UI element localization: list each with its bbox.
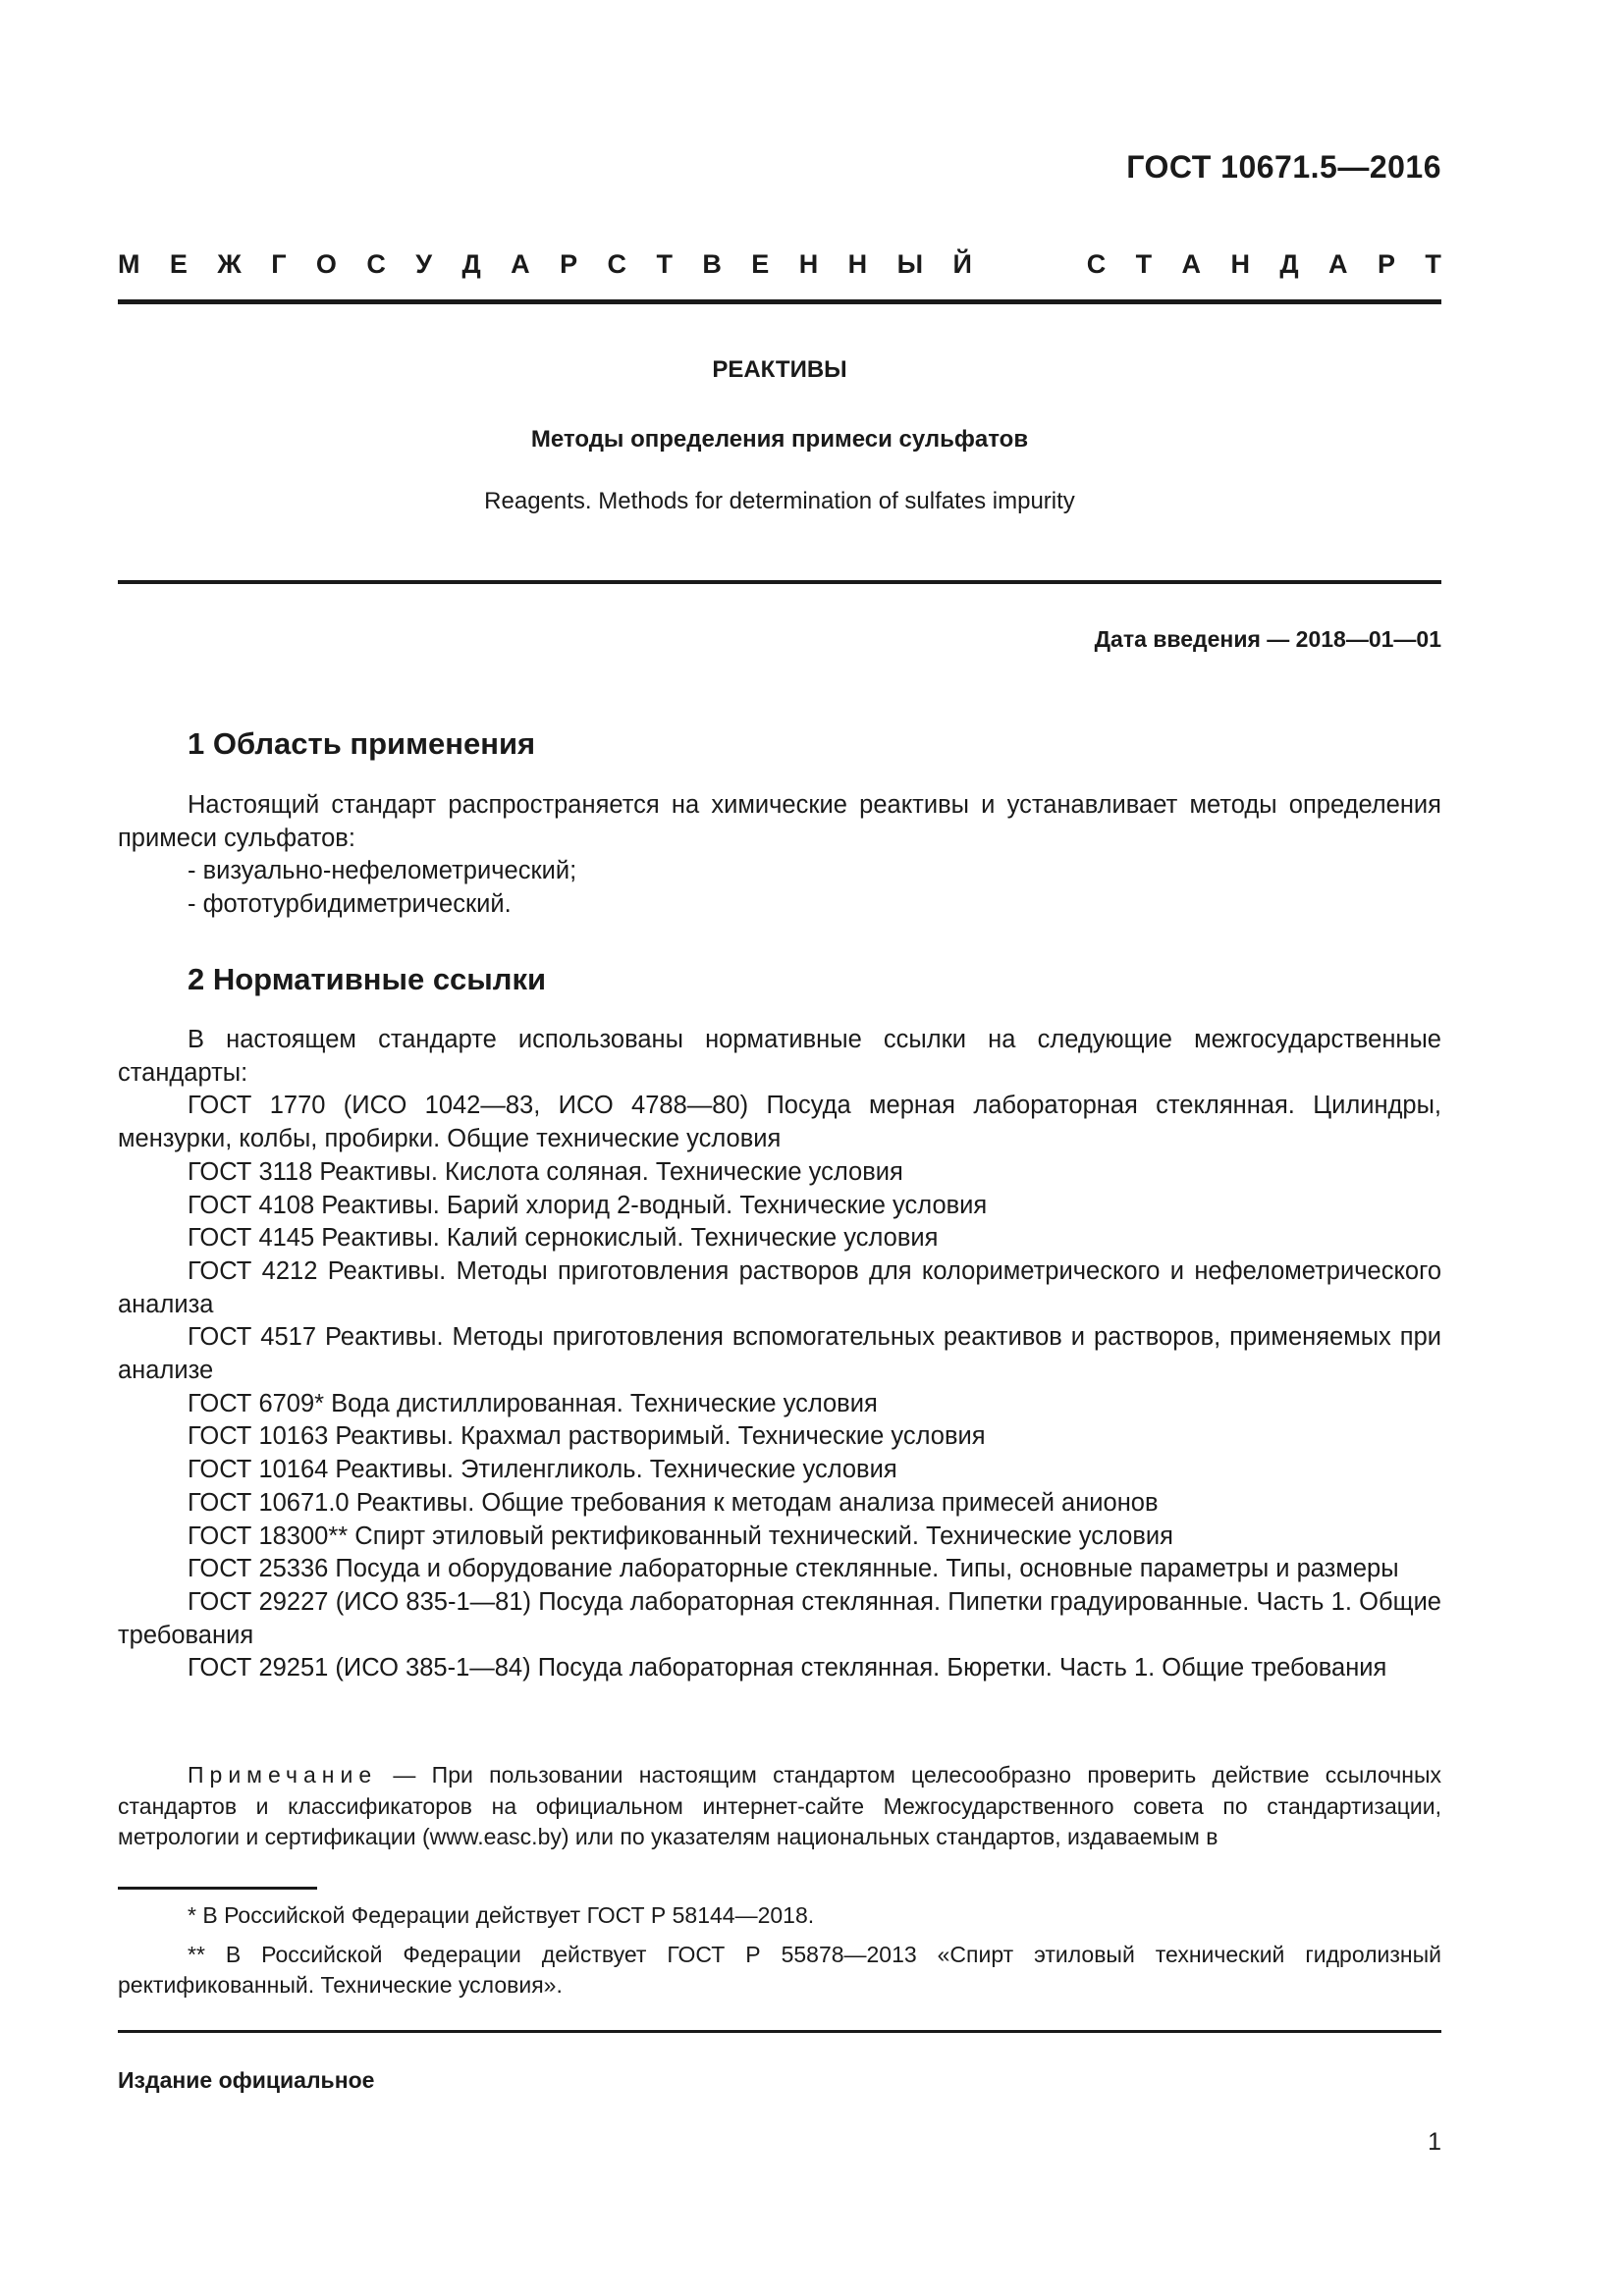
reference-item: ГОСТ 29251 (ИСО 385-1—84) Посуда лабораторная стеклянная. Бюретки. Часть 1. Общие требования xyxy=(188,1654,1387,1682)
heading-letter: С xyxy=(366,249,386,279)
heading-letter: Ж xyxy=(217,249,242,279)
heading-letter: Т xyxy=(1135,249,1153,279)
scope-paragraph: Настоящий стандарт распространяется на химические реактивы и устанавливает методы определения примеси сульфатов: xyxy=(118,791,1441,852)
reference-item: ГОСТ 18300** Спирт этиловый ректификованный технический. Технические условия xyxy=(188,1522,1173,1550)
heading-letter: Ы xyxy=(896,249,924,279)
reference-item: ГОСТ 6709* Вода дистиллированная. Технические условия xyxy=(188,1389,878,1417)
reference-item: ГОСТ 10671.0 Реактивы. Общие требования к методам анализа примесей анионов xyxy=(188,1488,1159,1517)
document-subtitle: Методы определения примеси сульфатов xyxy=(530,426,1029,453)
section-1-body xyxy=(118,789,1441,922)
note-label: Примечание xyxy=(188,1762,378,1788)
reference-item: ГОСТ 4517 Реактивы. Методы приготовления вспомогательных реактивов и растворов, применяемых при анализе xyxy=(118,1323,1441,1385)
page-number: 1 xyxy=(1428,2128,1441,2156)
heading-letter: Е xyxy=(751,249,770,279)
heading-letter: О xyxy=(315,249,337,279)
document-title-english: Reagents. Methods for determination of sulfates impurity xyxy=(484,488,1075,514)
heading-letter: Н xyxy=(847,249,868,279)
document-code: ГОСТ 10671.5—2016 xyxy=(1126,149,1441,185)
list-item: - фототурбидиметрический. xyxy=(188,890,512,919)
heading-letter: Д xyxy=(461,249,481,279)
heading-letter: Н xyxy=(1230,249,1250,279)
title-divider xyxy=(118,580,1441,584)
reference-item: ГОСТ 1770 (ИСО 1042—83, ИСО 4788—80) Посуда мерная лабораторная стеклянная. Цилиндры, мензурки, колбы, пробирки. Общие технические условия xyxy=(118,1092,1441,1153)
official-edition-label: Издание официальное xyxy=(118,2067,375,2093)
note-text: — При пользовании настоящим стандартом целесообразно проверить действие ссылочных стандартов и классификаторов на официальном интернет-сайте Межгосударственного совета по стандартизации, метрологии и сертификации (www.easc.by) или по указателям национальных стандартов, издаваемым в xyxy=(118,1762,1441,1849)
heading-letter: Е xyxy=(169,249,188,279)
footnotes xyxy=(118,1900,1441,2009)
heading-letter: А xyxy=(1181,249,1202,279)
introduction-date: Дата введения — 2018—01—01 xyxy=(1094,626,1441,652)
heading-letter: Г xyxy=(271,249,287,279)
reference-item: ГОСТ 4145 Реактивы. Калий сернокислый. Технические условия xyxy=(188,1224,939,1253)
heading-letter: А xyxy=(1328,249,1348,279)
section-2-heading: 2 Нормативные ссылки xyxy=(188,962,547,996)
heading-letter: Д xyxy=(1279,249,1299,279)
heading-letter: Н xyxy=(798,249,819,279)
interstate-standard-heading xyxy=(118,249,1441,280)
heading-letter: С xyxy=(1086,249,1107,279)
reference-item: ГОСТ 10164 Реактивы. Этиленгликоль. Технические условия xyxy=(188,1456,897,1484)
heading-letter: Р xyxy=(560,249,578,279)
heading-letter: Т xyxy=(656,249,673,279)
note-paragraph xyxy=(118,1760,1441,1853)
header-divider xyxy=(118,299,1441,304)
footnote: * В Российской Федерации действует ГОСТ Р 58144—2018. xyxy=(188,1902,815,1928)
heading-letter: У xyxy=(415,249,433,279)
heading-letter: Р xyxy=(1377,249,1395,279)
heading-letter: М xyxy=(118,249,140,279)
references-intro: В настоящем стандарте использованы нормативные ссылки на следующие межгосударственные стандарты: xyxy=(118,1026,1441,1087)
footnote-divider xyxy=(118,1887,317,1890)
reference-item: ГОСТ 3118 Реактивы. Кислота соляная. Технические условия xyxy=(188,1157,903,1186)
reference-item: ГОСТ 4212 Реактивы. Методы приготовления растворов для колориметрического и нефелометрического анализа xyxy=(118,1256,1441,1318)
heading-letter: В xyxy=(702,249,722,279)
section-1-heading: 1 Область применения xyxy=(188,726,536,761)
heading-letter: Т xyxy=(1425,249,1441,279)
word-gap xyxy=(1001,249,1056,280)
document-title: РЕАКТИВЫ xyxy=(712,356,847,383)
reference-item: ГОСТ 10163 Реактивы. Крахмал растворимый. Технические условия xyxy=(188,1422,986,1451)
heading-letter: С xyxy=(607,249,627,279)
reference-item: ГОСТ 29227 (ИСО 835-1—81) Посуда лабораторная стеклянная. Пипетки градуированные. Часть 1. Общие требования xyxy=(118,1587,1441,1649)
footer-divider xyxy=(118,2030,1441,2033)
reference-item: ГОСТ 25336 Посуда и оборудование лабораторные стеклянные. Типы, основные параметры и размеры xyxy=(188,1555,1399,1583)
heading-letter: А xyxy=(511,249,530,279)
heading-letter: Й xyxy=(952,249,972,279)
section-2-body xyxy=(118,1024,1441,1685)
footnote: ** В Российской Федерации действует ГОСТ Р 55878—2013 «Спирт этиловый технический гидролизный ректификованный. Технические условия». xyxy=(118,1941,1441,1998)
list-item: - визуально-нефелометрический; xyxy=(188,857,577,885)
reference-item: ГОСТ 4108 Реактивы. Барий хлорид 2-водный. Технические условия xyxy=(188,1191,988,1219)
